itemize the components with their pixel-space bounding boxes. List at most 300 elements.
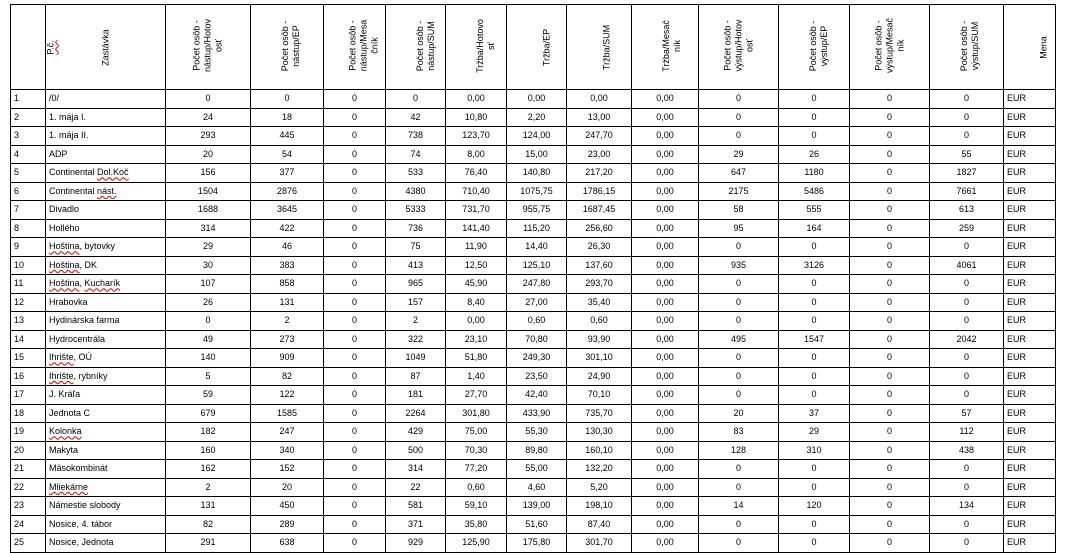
table-cell[interactable]: 2,20 — [507, 108, 567, 127]
table-cell[interactable]: 5,20 — [567, 478, 632, 497]
column-header-0[interactable] — [11, 5, 56, 90]
table-cell[interactable]: 0 — [699, 275, 779, 294]
table-cell[interactable]: EUR — [1004, 534, 1056, 553]
table-cell[interactable]: 15 — [11, 349, 46, 368]
table-cell[interactable]: 112 — [930, 423, 1004, 442]
table-cell[interactable]: 0 — [930, 293, 1004, 312]
table-cell[interactable]: 23 — [11, 497, 46, 516]
table-cell[interactable]: 0 — [850, 423, 930, 442]
table-cell[interactable]: 0 — [930, 127, 1004, 146]
table-cell[interactable]: 0 — [850, 534, 930, 553]
table-cell[interactable]: 70,30 — [446, 441, 507, 460]
table-cell[interactable]: 0,00 — [567, 90, 632, 109]
table-cell[interactable]: 0 — [850, 238, 930, 257]
table-cell[interactable]: 0 — [251, 90, 324, 109]
table-row[interactable] — [11, 441, 1056, 460]
table-cell[interactable]: 935 — [699, 256, 779, 275]
table-cell[interactable]: 314 — [166, 219, 251, 238]
table-cell[interactable]: 731,70 — [446, 201, 507, 220]
stop-name-cell[interactable]: Hoština, DK — [46, 256, 166, 275]
table-row[interactable] — [11, 238, 1056, 257]
table-cell[interactable]: 0,00 — [507, 90, 567, 109]
table-cell[interactable]: 1049 — [386, 349, 446, 368]
table-cell[interactable]: 51,80 — [446, 349, 507, 368]
table-cell[interactable]: 20 — [11, 441, 46, 460]
table-cell[interactable]: 24 — [11, 515, 46, 534]
stop-name-cell[interactable]: 1. mája I. — [46, 108, 166, 127]
table-cell[interactable]: 0 — [779, 515, 850, 534]
table-cell[interactable]: 27,00 — [507, 293, 567, 312]
column-header-5[interactable] — [386, 5, 446, 90]
table-cell[interactable]: 182 — [166, 423, 251, 442]
table-row[interactable] — [11, 367, 1056, 386]
table-cell[interactable]: 1180 — [779, 164, 850, 183]
table-cell[interactable]: 14,40 — [507, 238, 567, 257]
table-cell[interactable]: 259 — [930, 219, 1004, 238]
table-cell[interactable]: 301,10 — [567, 349, 632, 368]
table-cell[interactable]: 0 — [930, 312, 1004, 331]
table-cell[interactable]: 0 — [324, 460, 386, 479]
table-cell[interactable]: 139,00 — [507, 497, 567, 516]
table-cell[interactable]: 115,20 — [507, 219, 567, 238]
table-cell[interactable]: 0 — [324, 367, 386, 386]
table-cell[interactable]: 0,00 — [446, 312, 507, 331]
table-cell[interactable]: 301,80 — [446, 404, 507, 423]
table-cell[interactable]: 181 — [386, 386, 446, 405]
table-cell[interactable]: 2175 — [699, 182, 779, 201]
table-cell[interactable]: 134 — [930, 497, 1004, 516]
table-cell[interactable]: 0,00 — [632, 423, 699, 442]
table-cell[interactable]: 5486 — [779, 182, 850, 201]
table-cell[interactable]: 13 — [11, 312, 46, 331]
table-cell[interactable]: 445 — [251, 127, 324, 146]
table-cell[interactable]: 0,00 — [632, 127, 699, 146]
table-cell[interactable]: 0,00 — [446, 90, 507, 109]
table-cell[interactable]: 132,20 — [567, 460, 632, 479]
table-cell[interactable]: 54 — [251, 145, 324, 164]
table-cell[interactable]: 4380 — [386, 182, 446, 201]
table-cell[interactable]: 0 — [850, 515, 930, 534]
table-cell[interactable]: 0 — [850, 349, 930, 368]
table-cell[interactable]: 340 — [251, 441, 324, 460]
table-cell[interactable]: 965 — [386, 275, 446, 294]
table-cell[interactable]: 0 — [699, 90, 779, 109]
table-cell[interactable]: 131 — [166, 497, 251, 516]
stop-name-cell[interactable]: Nosice, Jednota — [46, 534, 166, 553]
table-cell[interactable]: EUR — [1004, 423, 1056, 442]
table-cell[interactable]: 710,40 — [446, 182, 507, 201]
table-cell[interactable]: 0 — [324, 108, 386, 127]
table-cell[interactable]: EUR — [1004, 497, 1056, 516]
table-cell[interactable]: 0 — [324, 515, 386, 534]
table-cell[interactable]: 6 — [11, 182, 46, 201]
table-row[interactable] — [11, 423, 1056, 442]
table-cell[interactable]: 18 — [11, 404, 46, 423]
table-cell[interactable]: 140 — [166, 349, 251, 368]
table-cell[interactable]: 301,70 — [567, 534, 632, 553]
table-cell[interactable]: 0,00 — [632, 219, 699, 238]
table-cell[interactable]: 450 — [251, 497, 324, 516]
table-cell[interactable]: 0 — [850, 312, 930, 331]
stop-name-cell[interactable]: J. Kráľa — [46, 386, 166, 405]
table-cell[interactable]: 0 — [324, 404, 386, 423]
table-cell[interactable]: 0 — [850, 164, 930, 183]
column-header-9[interactable] — [632, 5, 699, 90]
stop-name-cell[interactable]: Nosice, 4. tábor — [46, 515, 166, 534]
table-cell[interactable]: 157 — [386, 293, 446, 312]
table-row[interactable] — [11, 460, 1056, 479]
table-cell[interactable]: 0 — [324, 256, 386, 275]
table-cell[interactable]: 0 — [850, 367, 930, 386]
table-cell[interactable]: 0 — [779, 349, 850, 368]
table-cell[interactable]: 13,00 — [567, 108, 632, 127]
table-row[interactable] — [11, 201, 1056, 220]
table-cell[interactable]: 0 — [386, 90, 446, 109]
table-cell[interactable]: 0 — [850, 386, 930, 405]
table-cell[interactable]: 0 — [850, 404, 930, 423]
table-cell[interactable]: 647 — [699, 164, 779, 183]
table-cell[interactable]: 0 — [779, 478, 850, 497]
table-cell[interactable]: 736 — [386, 219, 446, 238]
table-cell[interactable]: 0 — [930, 275, 1004, 294]
table-cell[interactable]: 22 — [11, 478, 46, 497]
table-cell[interactable]: 247,80 — [507, 275, 567, 294]
table-cell[interactable]: EUR — [1004, 201, 1056, 220]
table-row[interactable] — [11, 386, 1056, 405]
table-cell[interactable]: 156 — [166, 164, 251, 183]
stop-name-cell[interactable]: Divadlo — [46, 201, 166, 220]
table-cell[interactable]: 175,80 — [507, 534, 567, 553]
column-header-11[interactable] — [779, 5, 850, 90]
table-cell[interactable]: 5 — [166, 367, 251, 386]
stop-name-cell[interactable]: Hoština, Kucharík — [46, 275, 166, 294]
table-cell[interactable]: 273 — [251, 330, 324, 349]
table-cell[interactable]: 735,70 — [567, 404, 632, 423]
table-cell[interactable]: 8,40 — [446, 293, 507, 312]
stop-name-cell[interactable]: Mliekárne — [46, 478, 166, 497]
table-cell[interactable]: 500 — [386, 441, 446, 460]
table-cell[interactable]: 858 — [251, 275, 324, 294]
table-cell[interactable]: 433,90 — [507, 404, 567, 423]
table-cell[interactable]: 0 — [324, 293, 386, 312]
table-cell[interactable]: 141,40 — [446, 219, 507, 238]
table-cell[interactable]: EUR — [1004, 404, 1056, 423]
table-cell[interactable]: 0 — [699, 478, 779, 497]
table-cell[interactable]: 310 — [779, 441, 850, 460]
table-cell[interactable]: EUR — [1004, 108, 1056, 127]
table-cell[interactable]: EUR — [1004, 349, 1056, 368]
table-cell[interactable]: 0 — [930, 478, 1004, 497]
table-cell[interactable]: 12,50 — [446, 256, 507, 275]
column-header-12[interactable] — [850, 5, 930, 90]
table-cell[interactable]: EUR — [1004, 127, 1056, 146]
table-cell[interactable]: 0,00 — [632, 330, 699, 349]
table-row[interactable] — [11, 90, 1056, 109]
table-cell[interactable]: 0 — [779, 534, 850, 553]
stop-name-cell[interactable]: Hydrocentrála — [46, 330, 166, 349]
table-cell[interactable]: 164 — [779, 219, 850, 238]
table-cell[interactable]: 0 — [930, 386, 1004, 405]
table-cell[interactable]: 4 — [11, 145, 46, 164]
table-cell[interactable]: 0 — [166, 312, 251, 331]
table-cell[interactable]: 929 — [386, 534, 446, 553]
stop-name-cell[interactable]: Hrabovka — [46, 293, 166, 312]
table-cell[interactable]: 0 — [779, 460, 850, 479]
table-cell[interactable]: 1075,75 — [507, 182, 567, 201]
table-cell[interactable]: 638 — [251, 534, 324, 553]
table-cell[interactable]: 293 — [166, 127, 251, 146]
stop-name-cell[interactable]: Hydinárska farma — [46, 312, 166, 331]
table-cell[interactable]: 0 — [324, 127, 386, 146]
table-cell[interactable]: 11 — [11, 275, 46, 294]
column-header-2[interactable] — [166, 5, 251, 90]
table-cell[interactable]: 738 — [386, 127, 446, 146]
table-cell[interactable]: 27,70 — [446, 386, 507, 405]
table-cell[interactable]: 82 — [251, 367, 324, 386]
table-cell[interactable]: 0 — [699, 515, 779, 534]
table-cell[interactable]: 0 — [699, 386, 779, 405]
column-header-14[interactable] — [1004, 5, 1056, 90]
table-cell[interactable]: 0 — [324, 497, 386, 516]
table-cell[interactable]: 29 — [166, 238, 251, 257]
stop-name-cell[interactable]: Mäsokombinát — [46, 460, 166, 479]
table-cell[interactable]: 377 — [251, 164, 324, 183]
table-cell[interactable]: 0,00 — [632, 108, 699, 127]
table-cell[interactable]: 93,90 — [567, 330, 632, 349]
table-cell[interactable]: 3 — [11, 127, 46, 146]
table-cell[interactable]: 125,90 — [446, 534, 507, 553]
stop-name-cell[interactable]: /0/ — [46, 90, 166, 109]
table-cell[interactable]: 0 — [324, 182, 386, 201]
table-cell[interactable]: 0 — [850, 108, 930, 127]
stop-name-cell[interactable]: 1. mája II. — [46, 127, 166, 146]
table-cell[interactable]: 0 — [324, 441, 386, 460]
table-cell[interactable]: 35,40 — [567, 293, 632, 312]
table-cell[interactable]: 0 — [779, 293, 850, 312]
table-cell[interactable]: 35,80 — [446, 515, 507, 534]
table-row[interactable] — [11, 256, 1056, 275]
table-cell[interactable]: 0 — [166, 90, 251, 109]
table-cell[interactable]: 0 — [779, 108, 850, 127]
table-cell[interactable]: 0 — [850, 460, 930, 479]
table-row[interactable] — [11, 478, 1056, 497]
table-cell[interactable]: 322 — [386, 330, 446, 349]
table-cell[interactable]: 23,10 — [446, 330, 507, 349]
table-cell[interactable]: 87,40 — [567, 515, 632, 534]
table-row[interactable] — [11, 219, 1056, 238]
table-cell[interactable]: 4061 — [930, 256, 1004, 275]
table-cell[interactable]: 29 — [779, 423, 850, 442]
table-cell[interactable]: 152 — [251, 460, 324, 479]
table-cell[interactable]: 0 — [324, 145, 386, 164]
table-cell[interactable]: 16 — [11, 367, 46, 386]
table-cell[interactable]: 0,00 — [632, 182, 699, 201]
stop-name-cell[interactable]: Kolonka — [46, 423, 166, 442]
table-cell[interactable]: 26 — [779, 145, 850, 164]
table-cell[interactable]: 0,00 — [632, 201, 699, 220]
table-cell[interactable]: 14 — [11, 330, 46, 349]
stop-name-cell[interactable]: Námestie slobody — [46, 497, 166, 516]
table-cell[interactable]: 0 — [324, 423, 386, 442]
table-cell[interactable]: 26,30 — [567, 238, 632, 257]
stop-name-cell[interactable]: Hollého — [46, 219, 166, 238]
table-cell[interactable]: 160 — [166, 441, 251, 460]
table-cell[interactable]: 0 — [699, 460, 779, 479]
table-cell[interactable]: 679 — [166, 404, 251, 423]
table-cell[interactable]: 0,00 — [632, 293, 699, 312]
stop-name-cell[interactable]: Jednota C — [46, 404, 166, 423]
table-cell[interactable]: 0 — [850, 478, 930, 497]
table-cell[interactable]: 15,00 — [507, 145, 567, 164]
table-row[interactable] — [11, 275, 1056, 294]
table-cell[interactable]: EUR — [1004, 182, 1056, 201]
table-cell[interactable]: 107 — [166, 275, 251, 294]
table-cell[interactable]: 291 — [166, 534, 251, 553]
table-cell[interactable]: 0,00 — [632, 275, 699, 294]
table-cell[interactable]: EUR — [1004, 367, 1056, 386]
table-cell[interactable]: 20 — [699, 404, 779, 423]
table-cell[interactable]: 0 — [850, 256, 930, 275]
table-cell[interactable]: 123,70 — [446, 127, 507, 146]
table-cell[interactable]: 18 — [251, 108, 324, 127]
table-cell[interactable]: 613 — [930, 201, 1004, 220]
table-cell[interactable]: 0,00 — [632, 478, 699, 497]
table-row[interactable] — [11, 515, 1056, 534]
table-cell[interactable]: 0 — [930, 90, 1004, 109]
table-cell[interactable]: 42,40 — [507, 386, 567, 405]
stop-name-cell[interactable]: Continental Dol.Koč — [46, 164, 166, 183]
table-cell[interactable]: EUR — [1004, 145, 1056, 164]
table-cell[interactable]: 0,00 — [632, 367, 699, 386]
table-cell[interactable]: EUR — [1004, 275, 1056, 294]
table-cell[interactable]: 383 — [251, 256, 324, 275]
table-cell[interactable]: 20 — [166, 145, 251, 164]
table-cell[interactable]: 0 — [850, 441, 930, 460]
table-cell[interactable]: 0 — [324, 478, 386, 497]
table-cell[interactable]: 0 — [850, 293, 930, 312]
table-cell[interactable]: 49 — [166, 330, 251, 349]
table-cell[interactable]: 2 — [11, 108, 46, 127]
table-row[interactable] — [11, 497, 1056, 516]
table-cell[interactable]: 0 — [930, 534, 1004, 553]
table-cell[interactable]: 256,60 — [567, 219, 632, 238]
table-row[interactable] — [11, 145, 1056, 164]
table-cell[interactable]: 0 — [850, 330, 930, 349]
table-cell[interactable]: 0 — [699, 293, 779, 312]
table-cell[interactable]: 20 — [251, 478, 324, 497]
stop-name-cell[interactable]: Continental nást. — [46, 182, 166, 201]
table-cell[interactable]: 55,00 — [507, 460, 567, 479]
table-cell[interactable]: 59 — [166, 386, 251, 405]
table-cell[interactable]: 160,10 — [567, 441, 632, 460]
table-cell[interactable]: 83 — [699, 423, 779, 442]
table-cell[interactable]: 1688 — [166, 201, 251, 220]
table-cell[interactable]: 0 — [930, 349, 1004, 368]
table-cell[interactable]: 9 — [11, 238, 46, 257]
column-header-1[interactable] — [46, 5, 166, 90]
table-cell[interactable]: 0,60 — [446, 478, 507, 497]
table-cell[interactable]: 10 — [11, 256, 46, 275]
table-cell[interactable]: 17 — [11, 386, 46, 405]
table-cell[interactable]: EUR — [1004, 219, 1056, 238]
column-header-8[interactable] — [567, 5, 632, 90]
table-cell[interactable]: 293,70 — [567, 275, 632, 294]
table-cell[interactable]: 0 — [850, 127, 930, 146]
table-row[interactable] — [11, 404, 1056, 423]
table-cell[interactable]: 0 — [850, 201, 930, 220]
table-cell[interactable]: 0 — [779, 90, 850, 109]
table-cell[interactable]: 0 — [779, 386, 850, 405]
table-cell[interactable]: 75,00 — [446, 423, 507, 442]
table-cell[interactable]: 30 — [166, 256, 251, 275]
table-cell[interactable]: EUR — [1004, 293, 1056, 312]
table-cell[interactable]: 55,30 — [507, 423, 567, 442]
table-cell[interactable]: 125,10 — [507, 256, 567, 275]
table-cell[interactable]: 14 — [699, 497, 779, 516]
table-cell[interactable]: EUR — [1004, 460, 1056, 479]
table-cell[interactable]: 1547 — [779, 330, 850, 349]
table-cell[interactable]: 247,70 — [567, 127, 632, 146]
table-cell[interactable]: EUR — [1004, 90, 1056, 109]
table-cell[interactable]: 289 — [251, 515, 324, 534]
table-cell[interactable]: 7661 — [930, 182, 1004, 201]
table-cell[interactable]: 0 — [699, 349, 779, 368]
table-cell[interactable]: 95 — [699, 219, 779, 238]
table-cell[interactable]: 0 — [324, 90, 386, 109]
table-cell[interactable]: 0 — [699, 367, 779, 386]
column-header-10[interactable] — [699, 5, 779, 90]
table-cell[interactable]: 0,00 — [632, 145, 699, 164]
table-cell[interactable]: 120 — [779, 497, 850, 516]
table-cell[interactable]: 131 — [251, 293, 324, 312]
table-cell[interactable]: 495 — [699, 330, 779, 349]
table-cell[interactable]: 1687,45 — [567, 201, 632, 220]
stop-name-cell[interactable]: Ihrište, rybníky — [46, 367, 166, 386]
table-cell[interactable]: 11,90 — [446, 238, 507, 257]
table-row[interactable] — [11, 164, 1056, 183]
column-header-3[interactable] — [251, 5, 324, 90]
table-cell[interactable]: 0,00 — [632, 386, 699, 405]
table-cell[interactable]: 70,80 — [507, 330, 567, 349]
table-cell[interactable]: 0 — [850, 90, 930, 109]
table-cell[interactable]: 70,10 — [567, 386, 632, 405]
table-row[interactable] — [11, 182, 1056, 201]
table-cell[interactable]: 0 — [324, 330, 386, 349]
table-cell[interactable]: 137,60 — [567, 256, 632, 275]
table-cell[interactable]: 1504 — [166, 182, 251, 201]
table-row[interactable] — [11, 293, 1056, 312]
table-cell[interactable]: 581 — [386, 497, 446, 516]
table-cell[interactable]: 57 — [930, 404, 1004, 423]
table-cell[interactable]: 429 — [386, 423, 446, 442]
table-cell[interactable]: 25 — [11, 534, 46, 553]
table-cell[interactable]: 0 — [699, 238, 779, 257]
table-cell[interactable]: 59,10 — [446, 497, 507, 516]
table-cell[interactable]: 21 — [11, 460, 46, 479]
table-cell[interactable]: 955,75 — [507, 201, 567, 220]
table-cell[interactable]: 0,00 — [632, 515, 699, 534]
table-cell[interactable]: 0,00 — [632, 90, 699, 109]
table-cell[interactable]: 0 — [699, 108, 779, 127]
table-cell[interactable]: 130,30 — [567, 423, 632, 442]
table-cell[interactable]: 0,00 — [632, 460, 699, 479]
table-cell[interactable]: 0,00 — [632, 534, 699, 553]
column-header-6[interactable] — [446, 5, 507, 90]
stop-name-cell[interactable]: Makyta — [46, 441, 166, 460]
table-cell[interactable]: 0 — [324, 201, 386, 220]
table-cell[interactable]: EUR — [1004, 386, 1056, 405]
table-cell[interactable]: 198,10 — [567, 497, 632, 516]
